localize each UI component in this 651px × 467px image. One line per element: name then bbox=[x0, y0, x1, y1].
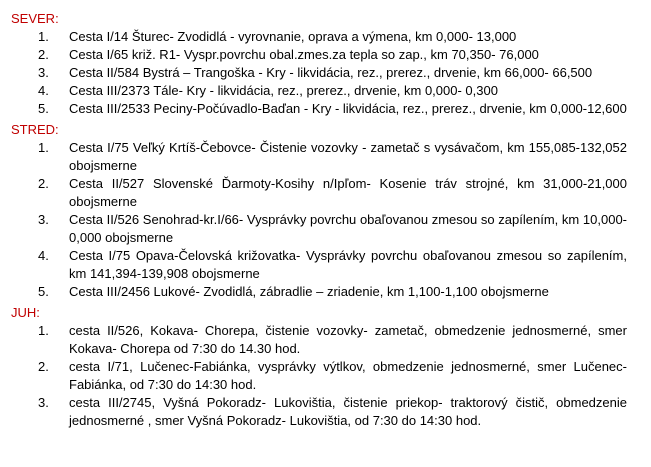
list-item-text: Cesta II/527 Slovenské Ďarmoty-Kosihy n/Ipľom- Kosenie tráv strojné, km 31,000-21,000 obojsmerne bbox=[69, 176, 627, 209]
list-item bbox=[0, 247, 651, 283]
section-list bbox=[0, 322, 651, 430]
list-item bbox=[0, 100, 651, 118]
list-item-number: 4. bbox=[38, 248, 49, 263]
section-sever bbox=[0, 11, 651, 118]
list-item bbox=[0, 46, 651, 64]
list-item-number: 2. bbox=[38, 47, 49, 62]
section-heading: JUH: bbox=[11, 305, 40, 320]
list-item-number: 5. bbox=[38, 284, 49, 299]
list-item-number: 3. bbox=[38, 65, 49, 80]
list-item bbox=[0, 64, 651, 82]
section-list bbox=[0, 28, 651, 118]
list-item-number: 3. bbox=[38, 212, 49, 227]
list-item-text: Cesta II/584 Bystrá – Trangoška - Kry - likvidácia, rez., prerez., drvenie, km 66,000- 66,500 bbox=[69, 65, 593, 80]
section-heading: STRED: bbox=[11, 122, 59, 137]
list-item bbox=[0, 82, 651, 100]
list-item-number: 3. bbox=[38, 395, 49, 410]
list-item-text: Cesta III/2373 Tále- Kry - likvidácia, rez., prerez., drvenie, km 0,000- 0,300 bbox=[69, 83, 498, 98]
list-item-number: 2. bbox=[38, 176, 49, 191]
list-item-text: Cesta III/2533 Peciny-Počúvadlo-Baďan - Kry - likvidácia, rez., prerez., drvenie, km 0,000-12,600 bbox=[69, 101, 627, 116]
list-item-text: Cesta I/75 Opava-Čelovská križovatka- Vysprávky povrchu obaľovanou zmesou so zapílením, km 141,394-139,908 obojsmerne bbox=[69, 248, 627, 281]
list-item-text: Cesta II/526 Senohrad-kr.I/66- Vysprávky povrchu obaľovanou zmesou so zapílením, km 10,000-0,000 obojsmerne bbox=[69, 212, 627, 245]
list-item-text: Cesta I/14 Šturec- Zvodidlá - vyrovnanie, oprava a výmena, km 0,000- 13,000 bbox=[69, 29, 517, 44]
section-juh bbox=[0, 305, 651, 430]
list-item-number: 2. bbox=[38, 359, 49, 374]
list-item bbox=[0, 322, 651, 358]
section-stred bbox=[0, 122, 651, 301]
list-item bbox=[0, 394, 651, 430]
list-item-text: Cesta III/2456 Lukové- Zvodidlá, zábradlie – zriadenie, km 1,100-1,100 obojsmerne bbox=[69, 284, 549, 299]
list-item bbox=[0, 175, 651, 211]
list-item-number: 5. bbox=[38, 101, 49, 116]
list-item bbox=[0, 139, 651, 175]
document bbox=[0, 11, 651, 434]
list-item-text: Cesta I/75 Veľký Krtíš-Čebovce- Čistenie vozovky - zametač s vysávačom, km 155,085-132,052 obojsmerne bbox=[69, 140, 627, 173]
list-item-text: cesta I/71, Lučenec-Fabiánka, vysprávky výtlkov, obmedzenie jednosmerné, smer Lučenec-Fabiánka, od 7:30 do 14:30 hod. bbox=[69, 359, 627, 392]
list-item bbox=[0, 28, 651, 46]
section-list bbox=[0, 139, 651, 301]
list-item-text: Cesta I/65 križ. R1- Vyspr.povrchu obal.zmes.za tepla so zap., km 70,350- 76,000 bbox=[69, 47, 539, 62]
list-item-text: cesta II/526, Kokava- Chorepa, čistenie vozovky- zametač, obmedzenie jednosmerné, smer Kokava- Chorepa od 7:30 do 14.30 hod. bbox=[69, 323, 627, 356]
list-item-text: cesta III/2745, Vyšná Pokoradz- Lukovištia, čistenie priekop- traktorový čistič, obmedzenie jednosmerné , smer Vyšná Pokoradz- Lukovištia, od 7:30 do 14:30 hod. bbox=[69, 395, 627, 428]
list-item-number: 1. bbox=[38, 140, 49, 155]
list-item-number: 4. bbox=[38, 83, 49, 98]
list-item-number: 1. bbox=[38, 29, 49, 44]
list-item-number: 1. bbox=[38, 323, 49, 338]
list-item bbox=[0, 211, 651, 247]
section-heading: SEVER: bbox=[11, 11, 59, 26]
list-item bbox=[0, 283, 651, 301]
list-item bbox=[0, 358, 651, 394]
